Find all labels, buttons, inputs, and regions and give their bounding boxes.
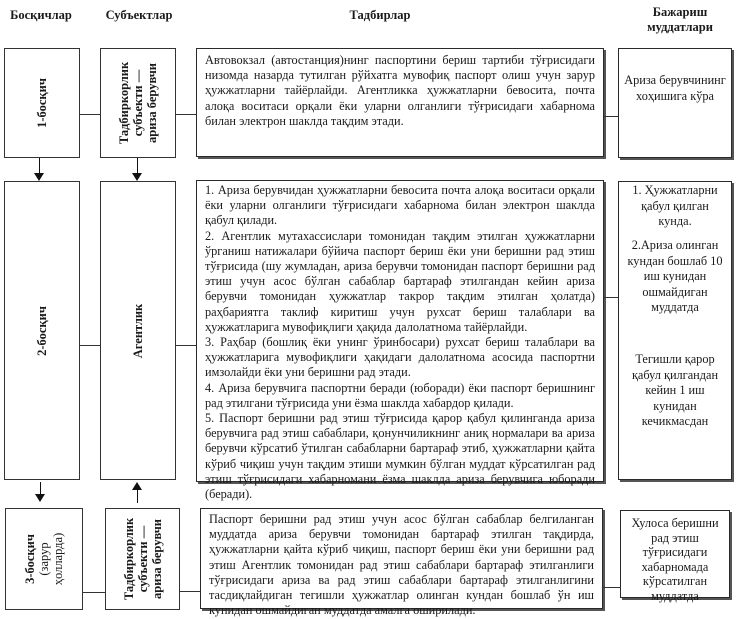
action-paragraph: 2. Агентлик мутахассислари томонидан тақдим этилган ҳужжатларни ўрганиш натижалари бўйича паспорт бериш ёки уни беришни рад этиш тўғрисида (шу жумладан, ариза берувчи томонидан паспорт беришни рад этиш учун асос бўлган сабаблар бартараф этилгандан кейин ариза берувчи томонидан ҳужжатлар такрор тақдим этилган ҳолатда) раҳбариятга таклиф киритиш учун рухсат бериш талаблари ва ҳужжатларига мувофиқлиги ҳақида далолатнома тайёрлайди. — [205, 228, 595, 334]
connector-line — [180, 591, 200, 592]
connector-line — [603, 587, 620, 588]
subject-1-box — [100, 48, 176, 158]
stage-2-label: 2-босқич — [35, 305, 49, 356]
actions-1-text — [205, 53, 595, 129]
stage-3-box — [5, 508, 83, 610]
action-paragraph: Автовокзал (автостанция)нинг паспортини бериш тартиби тўғрисидаги низомда назарда тутилган рўйхатга мувофиқ паспорт олиш учун зарур ҳужжатларни тайёрлайди. Агентликка ҳужжатларни бевосита, почта алоқа воситаси орқали ёки уларни олганлиги тўғрисидаги хабарнома билан электрон шаклда тақдим этади. — [205, 53, 595, 128]
subject-1-label — [117, 62, 159, 144]
deadline-1-box — [618, 48, 732, 158]
action-paragraph: 5. Паспорт беришни рад этиш тўғрисида қарор қабул қилинганда ариза берувчига рад этиш сабаблари, қонунчиликнинг аниқ нормалари ва ариза берувчи кўрсатиб ўтилган сабабларни бартараф этиб, ҳужжатларни қайта кўриб чиқиш учун тақдим этиши мумкин бўлган муддат кўрсатилган рад этиш тўғрисидаги хабарномани ёзма шаклда ариза берувчига юборади (беради). — [205, 411, 595, 502]
stage-line: ҳолларда) — [51, 532, 65, 586]
actions-2-text — [205, 183, 595, 502]
stage-3-label — [23, 533, 65, 586]
header-subjects: Субъектлар — [105, 8, 173, 22]
action-paragraph: 4. Ариза берувчига паспортни беради (юборади) ёки паспорт беришнинг рад этилгани тўғрисида уни ёзма шаклда хабардор қилади. — [205, 380, 595, 410]
deadline-2-box — [618, 181, 732, 480]
subject-3-label — [122, 518, 164, 600]
connector-line — [80, 114, 100, 115]
subject-line: Агентлик — [131, 303, 145, 358]
stage-1-label: 1-босқич — [35, 78, 49, 128]
header-actions: Тадбирлар — [349, 8, 411, 22]
connector-line — [604, 297, 618, 298]
subject-line: ариза берувчи — [149, 519, 164, 600]
connector-line — [604, 116, 618, 117]
connector-line — [83, 592, 105, 593]
connector-line — [176, 114, 196, 115]
deadline-3-box — [620, 510, 730, 603]
deadline-3-text: Хулоса беришни рад этиш тўғрисидаги хабарномада кўрсатилган муддатда — [631, 516, 719, 603]
action-paragraph: 1. Ариза берувчидан ҳужжатларни бевосита почта алоқа воситаси орқали ёки уларни олганлиги тўғрисидаги хабарнома билан электрон шаклда қабул қилади. — [205, 183, 595, 228]
subject-line: ариза берувчи — [145, 63, 159, 144]
subject-2-label — [131, 303, 145, 358]
connector-line — [80, 345, 100, 346]
deadline-1-text: Ариза берувчининг хоҳишига кўра — [624, 73, 726, 103]
actions-3-text — [209, 512, 594, 618]
stage-1-box — [4, 48, 80, 158]
stage-line: 3-босқич — [23, 534, 37, 584]
action-paragraph: 3. Раҳбар (бошлиқ ёки унинг ўринбосари) рухсат бериш талаблари ва ҳужжатларига мувофиқлиги ҳақидаги далолатнома асосида паспортни имзолайди ёки уни беришни рад этади. — [205, 335, 595, 380]
subject-line: Тадбиркорлик — [117, 61, 131, 145]
deadline-2-text-2: 2.Ариза олинган кундан бошлаб 10 иш кунидан ошмайдиган муддатда — [627, 238, 723, 314]
deadline-2-text-1: 1. Ҳужжатларни қабул қилган кунда. — [632, 183, 718, 228]
stage-2-box — [4, 181, 80, 480]
subject-line: Тадбиркорлик — [121, 517, 136, 601]
header-deadlines — [630, 5, 730, 35]
stage-line: (зарур — [37, 542, 51, 576]
actions-1-box — [196, 48, 604, 157]
subject-line: субъекти — — [131, 69, 145, 137]
header-deadlines-line2: муддатлари — [647, 20, 713, 34]
actions-2-box — [196, 180, 604, 502]
subject-3-box — [105, 508, 180, 610]
deadline-2-text-3: Тегишли қарор қабул қилгандан кейин 1 иш кунидан кечикмасдан — [631, 352, 719, 428]
actions-3-box — [200, 508, 603, 618]
action-paragraph: Паспорт беришни рад этиш учун асос бўлган сабаблар белгиланган муддатда ариза берувчи томонидан бартараф этилган тақдирда, ҳужжатларни қайта кўриб чиқиш, паспорт бериш ёки уни беришни рад этиш Агентлик томонидан рад этиш сабаблари бартараф этилганлиги тўғрисидаги ариза ва рад этиш сабаблари бартараф этилганлигини тасдиқлайдиган тегишли ҳужжатлар олинган кундан бошлаб ўн иш кунидан ошмайдиган муддатда амалга оширилади. — [209, 512, 594, 618]
subject-2-box — [100, 181, 176, 480]
subject-line: субъекти — — [135, 525, 150, 593]
connector-line — [176, 345, 196, 346]
header-stages: Босқичлар — [10, 8, 72, 22]
header-deadlines-line1: Бажариш — [652, 5, 708, 19]
